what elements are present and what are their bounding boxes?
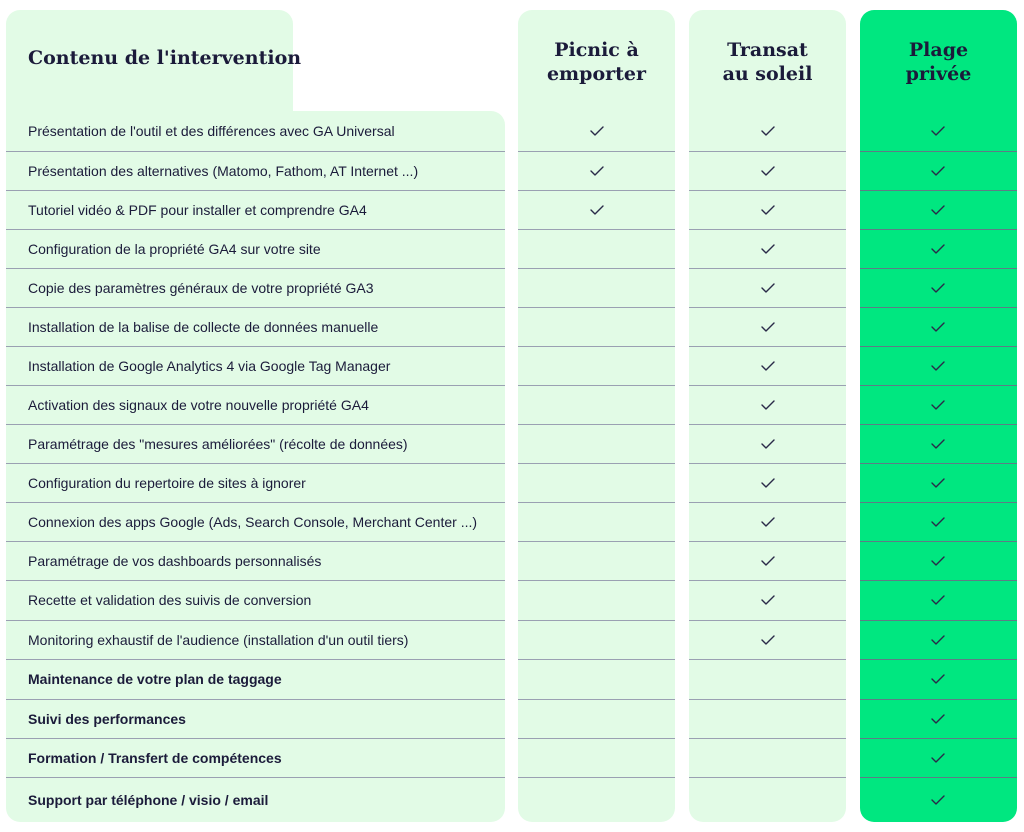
check-icon (760, 594, 776, 606)
feature-label: Paramétrage des "mesures améliorées" (récolte de données) (28, 435, 408, 452)
check-icon (930, 438, 946, 450)
table-row (6, 699, 1018, 738)
feature-label: Monitoring exhaustif de l'audience (installation d'un outil tiers) (28, 631, 409, 648)
row-divider (518, 541, 675, 542)
table-row (6, 111, 1018, 151)
row-divider (6, 190, 505, 191)
feature-label: Formation / Transfert de compétences (28, 749, 282, 766)
row-divider (518, 580, 675, 581)
row-divider (6, 502, 505, 503)
check-icon (930, 321, 946, 333)
row-divider (860, 502, 1017, 503)
row-divider (6, 385, 505, 386)
row-divider (860, 699, 1017, 700)
feature-label: Installation de la balise de collecte de données manuelle (28, 318, 379, 335)
row-divider (689, 738, 846, 739)
row-divider (689, 229, 846, 230)
feature-label: Tutoriel vidéo & PDF pour installer et comprendre GA4 (28, 201, 367, 218)
table-row (6, 307, 1018, 346)
table-row (6, 580, 1018, 620)
feature-column-title: Contenu de l'intervention (28, 47, 302, 69)
row-divider (518, 190, 675, 191)
check-icon (589, 165, 605, 177)
row-divider (6, 659, 505, 660)
row-divider (689, 502, 846, 503)
table-row (6, 151, 1018, 190)
row-divider (6, 151, 505, 152)
check-icon (760, 125, 776, 137)
row-divider (6, 738, 505, 739)
row-divider (518, 620, 675, 621)
row-divider (689, 463, 846, 464)
row-divider (860, 659, 1017, 660)
row-divider (689, 424, 846, 425)
feature-label: Maintenance de votre plan de taggage (28, 671, 282, 687)
row-divider (518, 385, 675, 386)
feature-label: Connexion des apps Google (Ads, Search Console, Merchant Center ...) (28, 513, 478, 530)
check-icon (930, 516, 946, 528)
row-divider (860, 190, 1017, 191)
row-divider (6, 307, 505, 308)
check-icon (760, 165, 776, 177)
feature-label: Présentation des alternatives (Matomo, Fathom, AT Internet ...) (28, 162, 419, 179)
row-divider (6, 229, 505, 230)
check-icon (760, 634, 776, 646)
check-icon (930, 282, 946, 294)
row-divider (518, 346, 675, 347)
table-row (6, 738, 1018, 777)
check-icon (930, 673, 946, 685)
check-icon (760, 204, 776, 216)
row-divider (689, 580, 846, 581)
row-divider (860, 307, 1017, 308)
row-divider (689, 307, 846, 308)
table-row (6, 229, 1018, 268)
row-divider (6, 620, 505, 621)
row-divider (6, 699, 505, 700)
table-row (6, 659, 1018, 699)
row-divider (689, 190, 846, 191)
row-divider (518, 268, 675, 269)
table-row (6, 346, 1018, 385)
check-icon (760, 477, 776, 489)
row-divider (518, 229, 675, 230)
table-row (6, 268, 1018, 307)
table-row (6, 777, 1018, 822)
table-row (6, 190, 1018, 229)
row-divider (6, 463, 505, 464)
row-divider (689, 151, 846, 152)
plan-title-picnic: Picnic à emporter (546, 39, 647, 85)
feature-label: Présentation de l'outil et des différences avec GA Universal (28, 123, 395, 139)
check-icon (930, 125, 946, 137)
row-divider (518, 307, 675, 308)
feature-label: Configuration du repertoire de sites à ignorer (28, 474, 306, 491)
check-icon (930, 752, 946, 764)
check-icon (760, 555, 776, 567)
row-divider (518, 424, 675, 425)
feature-label: Configuration de la propriété GA4 sur votre site (28, 240, 321, 257)
check-icon (760, 438, 776, 450)
row-divider (860, 229, 1017, 230)
plan-title-transat: Transat au soleil (722, 39, 813, 85)
check-icon (589, 204, 605, 216)
row-divider (689, 620, 846, 621)
row-divider (689, 777, 846, 778)
row-divider (6, 777, 505, 778)
table-row (6, 502, 1018, 541)
row-divider (860, 541, 1017, 542)
feature-label: Suivi des performances (28, 710, 186, 727)
check-icon (930, 399, 946, 411)
row-divider (518, 699, 675, 700)
check-icon (930, 794, 946, 806)
check-icon (760, 282, 776, 294)
row-divider (860, 424, 1017, 425)
table-row (6, 463, 1018, 502)
row-divider (860, 268, 1017, 269)
feature-label: Recette et validation des suivis de conversion (28, 592, 312, 608)
row-divider (518, 151, 675, 152)
row-divider (6, 541, 505, 542)
row-divider (689, 346, 846, 347)
feature-label: Installation de Google Analytics 4 via Google Tag Manager (28, 357, 391, 374)
table-row (6, 424, 1018, 463)
check-icon (760, 399, 776, 411)
check-icon (930, 360, 946, 372)
check-icon (760, 516, 776, 528)
check-icon (930, 713, 946, 725)
check-icon (930, 555, 946, 567)
row-divider (860, 738, 1017, 739)
check-icon (760, 360, 776, 372)
row-divider (518, 659, 675, 660)
table-row (6, 541, 1018, 580)
check-icon (930, 204, 946, 216)
row-divider (860, 385, 1017, 386)
row-divider (860, 346, 1017, 347)
row-divider (689, 541, 846, 542)
check-icon (930, 243, 946, 255)
feature-label: Activation des signaux de votre nouvelle propriété GA4 (28, 396, 369, 413)
row-divider (518, 777, 675, 778)
check-icon (589, 125, 605, 137)
feature-label: Paramétrage de vos dashboards personnalisés (28, 552, 322, 569)
row-divider (689, 659, 846, 660)
check-icon (930, 594, 946, 606)
row-divider (689, 699, 846, 700)
row-divider (6, 268, 505, 269)
row-divider (860, 463, 1017, 464)
table-row (6, 620, 1018, 659)
row-divider (860, 580, 1017, 581)
plan-title-plage: Plage privée (905, 39, 972, 85)
check-icon (760, 243, 776, 255)
row-divider (689, 385, 846, 386)
check-icon (930, 634, 946, 646)
row-divider (689, 268, 846, 269)
table-row (6, 385, 1018, 424)
feature-label: Support par téléphone / visio / email (28, 791, 269, 808)
row-divider (6, 580, 505, 581)
row-divider (518, 463, 675, 464)
row-divider (860, 620, 1017, 621)
row-divider (860, 777, 1017, 778)
row-divider (518, 502, 675, 503)
row-divider (6, 346, 505, 347)
check-icon (930, 165, 946, 177)
row-divider (518, 738, 675, 739)
feature-label: Copie des paramètres généraux de votre propriété GA3 (28, 279, 374, 296)
check-icon (930, 477, 946, 489)
row-divider (860, 151, 1017, 152)
row-divider (6, 424, 505, 425)
check-icon (760, 321, 776, 333)
